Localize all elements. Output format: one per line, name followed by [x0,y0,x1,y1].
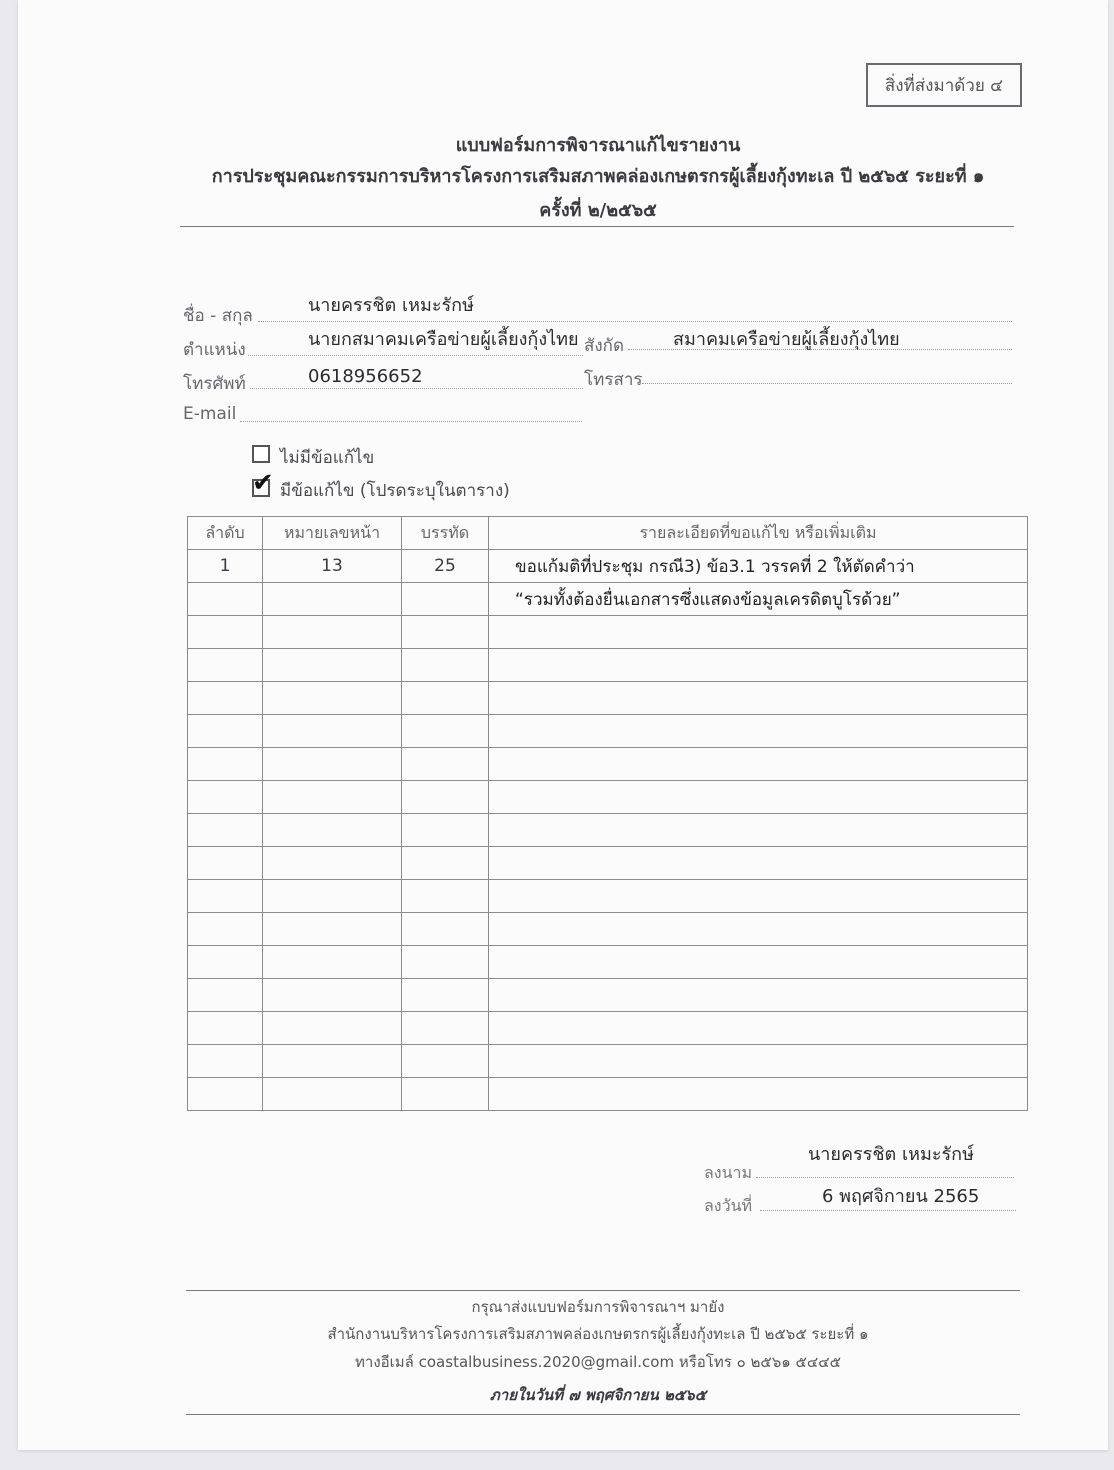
cell-line[interactable] [402,946,489,979]
meeting-number: ครั้งที่ ๒/๒๕๖๕ [539,200,657,221]
cell-detail[interactable] [489,913,1028,946]
table-row [188,715,1028,748]
cell-line[interactable] [402,847,489,880]
cell-detail[interactable] [489,814,1028,847]
cell-order[interactable] [188,979,263,1012]
cell-order[interactable] [188,814,263,847]
cell-line[interactable] [402,1045,489,1078]
cell-line[interactable] [402,979,489,1012]
position-label: ตำแหน่ง [183,340,246,360]
table-row [188,847,1028,880]
cell-detail[interactable] [489,748,1028,781]
name-field-line [258,321,1012,322]
signature-name[interactable]: นายครรชิต เหมะรักษ์ [808,1144,974,1165]
cell-line[interactable] [402,1012,489,1045]
cell-order[interactable] [188,649,263,682]
cell-detail[interactable] [489,682,1028,715]
col-header-detail: รายละเอียดที่ขอแก้ไข หรือเพิ่มเติม [489,517,1028,550]
cell-order[interactable] [188,616,263,649]
footer-bottom-divider [186,1414,1020,1415]
footer-instruction: กรุณาส่งแบบฟอร์มการพิจารณาฯ มายัง [471,1298,725,1316]
phone-field[interactable]: 0618956652 [308,366,423,387]
enclosure-label-box [866,63,1022,107]
fax-field-line [642,383,1012,384]
cell-page[interactable]: 13 [263,550,402,583]
table-row [188,583,1028,616]
col-header-page: หมายเลขหน้า [263,517,402,550]
table-row [188,913,1028,946]
footer-deadline: ภายในวันที่ ๗ พฤศจิกายน ๒๕๖๕ [489,1386,707,1404]
meeting-title: การประชุมคณะกรรมการบริหารโครงการเสริมสภาพคล่องเกษตรกรผู้เลี้ยงกุ้งทะเล ปี ๒๕๖๕ ระยะที่ ๑ [211,166,985,187]
signature-date[interactable]: 6 พฤศจิกายน 2565 [822,1186,980,1207]
table-header-row [188,517,1028,550]
cell-line[interactable] [402,880,489,913]
cell-page[interactable] [263,847,402,880]
cell-line[interactable] [402,913,489,946]
cell-line[interactable] [402,583,489,616]
no-revision-checkbox[interactable] [252,445,270,463]
email-label: E-mail [183,404,237,424]
cell-order[interactable] [188,1045,263,1078]
cell-line[interactable] [402,649,489,682]
table-row [188,1012,1028,1045]
cell-page[interactable] [263,814,402,847]
cell-line[interactable] [402,715,489,748]
cell-line[interactable] [402,616,489,649]
signature-label: ลงนาม [704,1163,753,1182]
affiliation-label: สังกัด [584,336,625,356]
table-row [188,550,1028,583]
table-row [188,649,1028,682]
table-row [188,880,1028,913]
cell-order[interactable] [188,1012,263,1045]
date-label: ลงวันที่ [704,1196,753,1215]
cell-order[interactable] [188,781,263,814]
cell-detail[interactable] [489,649,1028,682]
cell-detail[interactable] [489,946,1028,979]
phone-field-line [250,388,583,389]
name-field[interactable]: นายครรชิต เหมะรักษ์ [308,295,474,316]
cell-order[interactable] [188,946,263,979]
table-row [188,616,1028,649]
position-field-line [248,355,583,356]
cell-line[interactable] [402,781,489,814]
cell-detail[interactable] [489,847,1028,880]
cell-detail[interactable] [489,1045,1028,1078]
date-line [760,1210,1016,1211]
cell-order[interactable] [188,1078,263,1111]
cell-detail[interactable] [489,616,1028,649]
cell-order[interactable] [188,682,263,715]
cell-page[interactable] [263,1078,402,1111]
cell-detail[interactable] [489,1078,1028,1111]
cell-line[interactable] [402,1078,489,1111]
cell-detail[interactable] [489,979,1028,1012]
checkmark-icon: ✔ [252,468,274,498]
cell-detail[interactable] [489,781,1028,814]
cell-page[interactable] [263,913,402,946]
cell-order[interactable]: 1 [188,550,263,583]
col-header-line: บรรทัด [402,517,489,550]
fax-label: โทรสาร [584,370,643,390]
table-row [188,748,1028,781]
signature-line [756,1177,1014,1178]
cell-line[interactable] [402,748,489,781]
name-label: ชื่อ - สกุล [183,306,253,326]
cell-detail[interactable] [489,715,1028,748]
table-row [188,946,1028,979]
cell-detail[interactable]: ขอแก้มติที่ประชุม กรณี3) ข้อ3.1 วรรคที่ 2 ให้ตัดคำว่า [489,550,1028,583]
enclosure-label: สิ่งที่ส่งมาด้วย ๔ [884,75,1004,96]
email-field-line [240,421,582,422]
cell-page[interactable] [263,649,402,682]
cell-order[interactable] [188,880,263,913]
cell-page[interactable] [263,715,402,748]
cell-order[interactable] [188,847,263,880]
footer-top-divider [186,1290,1020,1291]
cell-page[interactable] [263,979,402,1012]
affiliation-field[interactable]: สมาคมเครือข่ายผู้เลี้ยงกุ้งไทย [673,329,900,350]
document-page [18,0,1108,1450]
cell-page[interactable] [263,880,402,913]
table-row [188,979,1028,1012]
cell-detail[interactable] [489,880,1028,913]
footer-contact: ทางอีเมล์ coastalbusiness.2020@gmail.com หรือโทร ๐ ๒๕๖๑ ๕๔๔๕ [355,1353,841,1371]
table-row [188,1078,1028,1111]
footer-office: สำนักงานบริหารโครงการเสริมสภาพคล่องเกษตรกรผู้เลี้ยงกุ้งทะเล ปี ๒๕๖๕ ระยะที่ ๑ [327,1325,869,1343]
cell-order[interactable] [188,715,263,748]
cell-order[interactable] [188,748,263,781]
cell-detail[interactable]: “รวมทั้งต้องยื่นเอกสารซึ่งแสดงข้อมูลเครดิตบูโรด้วย” [489,583,1028,616]
cell-page[interactable] [263,946,402,979]
table-row [188,781,1028,814]
revision-table [187,516,1028,1111]
phone-label: โทรศัพท์ [183,374,246,394]
cell-order[interactable] [188,913,263,946]
has-revision-label: มีข้อแก้ไข (โปรดระบุในตาราง) [280,481,510,501]
table-row [188,814,1028,847]
title-divider [180,226,1014,227]
cell-line[interactable] [402,814,489,847]
cell-page[interactable] [263,1045,402,1078]
table-row [188,1045,1028,1078]
cell-line[interactable] [402,682,489,715]
form-title: แบบฟอร์มการพิจารณาแก้ไขรายงาน [455,135,741,156]
cell-order[interactable] [188,583,263,616]
table-row [188,682,1028,715]
cell-page[interactable] [263,616,402,649]
cell-page[interactable] [263,781,402,814]
cell-page[interactable] [263,583,402,616]
cell-page[interactable] [263,682,402,715]
cell-line[interactable]: 25 [402,550,489,583]
cell-page[interactable] [263,748,402,781]
no-revision-label: ไม่มีข้อแก้ไข [280,448,375,468]
col-header-order: ลำดับ [188,517,263,550]
cell-detail[interactable] [489,1012,1028,1045]
position-field[interactable]: นายกสมาคมเครือข่ายผู้เลี้ยงกุ้งไทย [308,329,579,350]
cell-page[interactable] [263,1012,402,1045]
